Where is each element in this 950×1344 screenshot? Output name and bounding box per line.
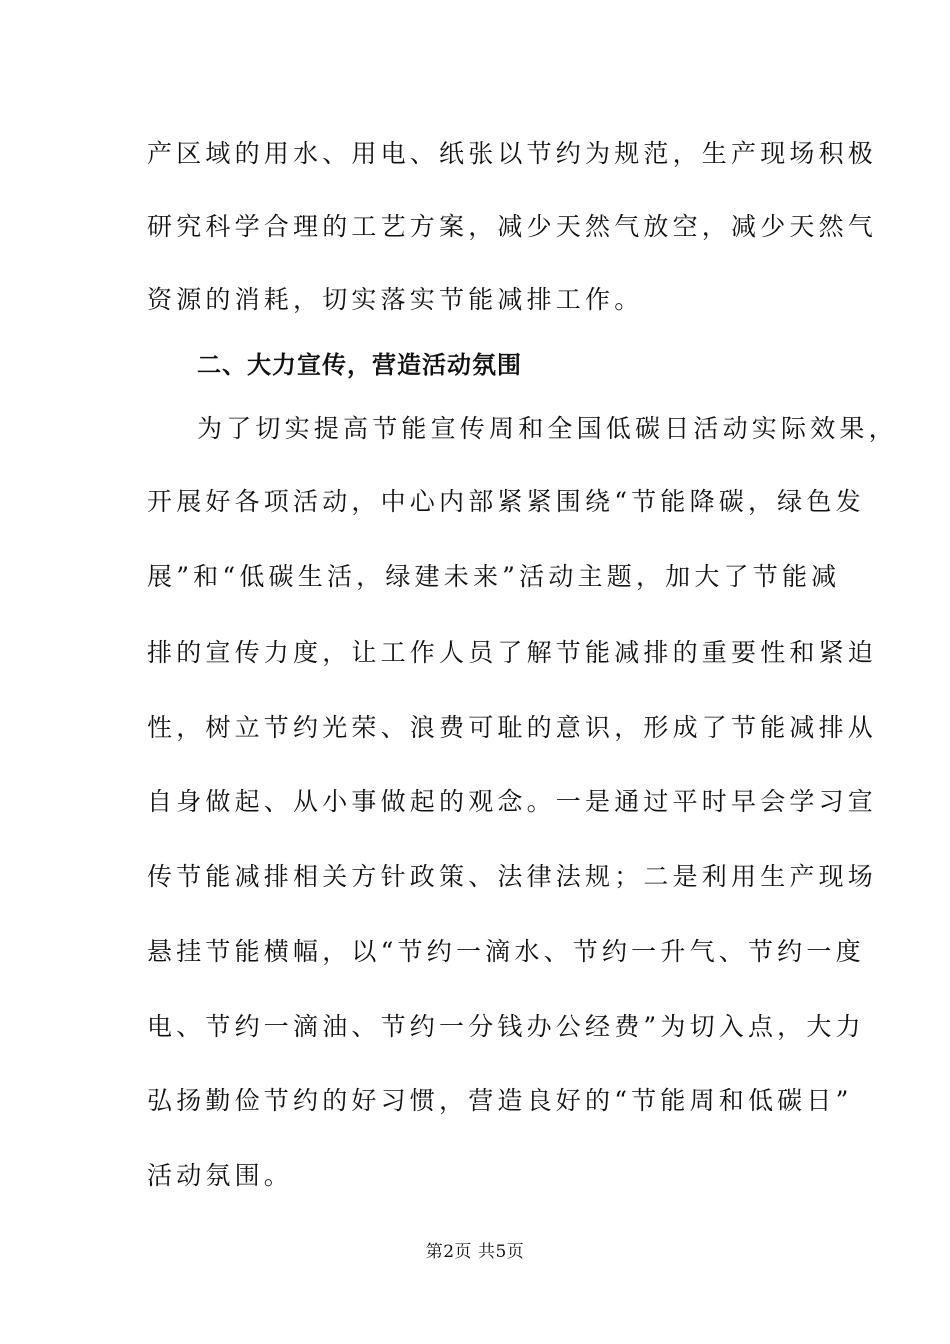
paragraph-line: 电、节约一滴油、节约一分钱办公经费”为切入点，大力 xyxy=(147,1012,865,1041)
paragraph-line: 自身做起、从小事做起的观念。一是通过平时早会学习宣 xyxy=(147,787,878,816)
paragraph-line: 悬挂节能横幅，以“节约一滴水、节约一升气、节约一度 xyxy=(147,937,865,966)
section-heading: 二、大力宣传，营造活动氛围 xyxy=(197,351,522,379)
paragraph-line: 性，树立节约光荣、浪费可耻的意识，形成了节能减排从 xyxy=(147,713,878,742)
paragraph-line: 产区域的用水、用电、纸张以节约为规范，生产现场积极 xyxy=(147,139,878,168)
page-number-footer: 第2页 共5页 xyxy=(425,1242,525,1262)
paragraph-line: 为了切实提高节能宣传周和全国低碳日活动实际效果， xyxy=(197,414,898,443)
paragraph-line: 研究科学合理的工艺方案，减少天然气放空，减少天然气 xyxy=(147,212,878,241)
paragraph-line: 开展好各项活动，中心内部紧紧围绕“节能降碳，绿色发 xyxy=(147,487,865,516)
paragraph-line: 传节能减排相关方针政策、法律法规；二是利用生产现场 xyxy=(147,862,878,891)
paragraph-line: 活动氛围。 xyxy=(147,1161,294,1190)
paragraph-line: 资源的消耗，切实落实节能减排工作。 xyxy=(147,285,644,314)
paragraph-line: 排的宣传力度，让工作人员了解节能减排的重要性和紧迫 xyxy=(147,638,878,667)
paragraph-line: 弘扬勤俭节约的好习惯，营造良好的“节能周和低碳日” xyxy=(147,1086,853,1115)
paragraph-line: 展”和“低碳生活，绿建未来”活动主题，加大了节能减 xyxy=(147,562,841,591)
